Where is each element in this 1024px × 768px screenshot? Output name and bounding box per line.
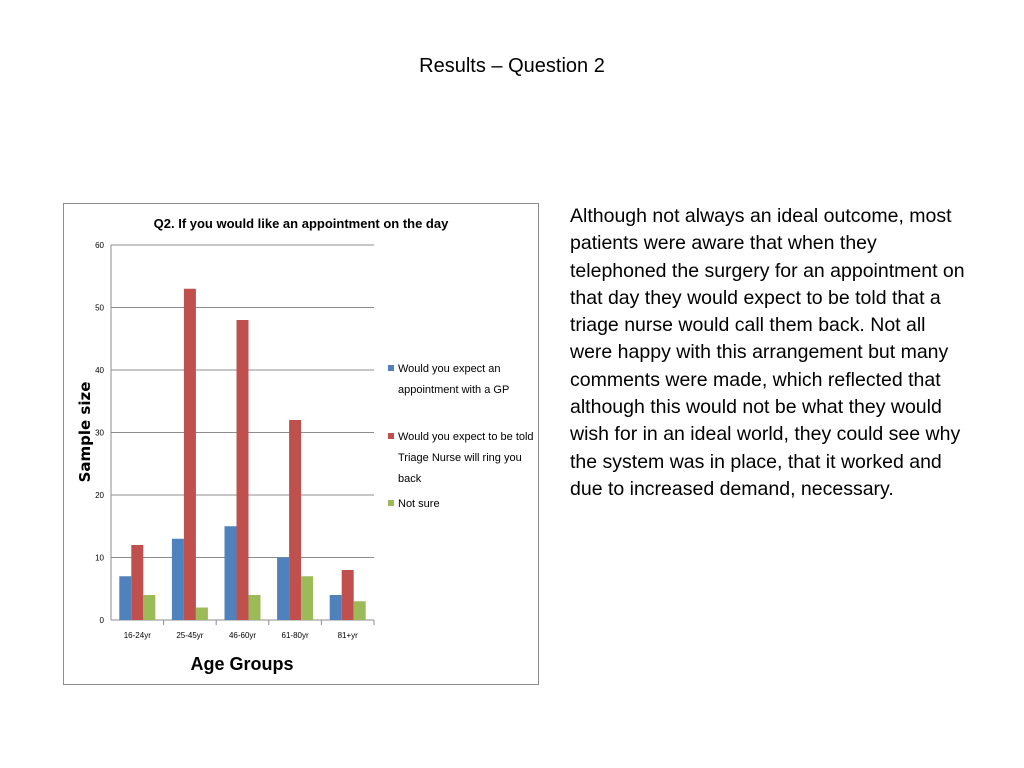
bar xyxy=(301,576,313,620)
legend-label: Would you expect to be told xyxy=(398,431,534,443)
y-tick-label: 40 xyxy=(95,366,104,375)
y-tick-label: 30 xyxy=(95,428,104,438)
legend-label: Triage Nurse will ring you xyxy=(398,452,522,464)
chart-title: Q2. If you would like an appointment on the day xyxy=(153,216,449,231)
bar xyxy=(225,526,237,620)
bar xyxy=(354,601,366,620)
y-tick-label: 20 xyxy=(95,491,104,500)
slide-body-text xyxy=(570,203,970,503)
legend-swatch xyxy=(388,365,394,371)
legend-label: back xyxy=(398,473,422,485)
bars xyxy=(119,289,365,620)
chart-frame xyxy=(63,203,539,685)
y-tick-labels xyxy=(95,241,104,625)
bar xyxy=(184,289,196,620)
legend-label: appointment with a GP xyxy=(398,384,510,396)
y-tick-label: 10 xyxy=(95,553,104,563)
y-tick-label: 50 xyxy=(95,303,104,313)
bar xyxy=(249,595,261,620)
x-tick-label: 81+yr xyxy=(337,631,358,640)
bar xyxy=(330,595,342,620)
x-tick-labels xyxy=(124,620,374,640)
legend-swatch xyxy=(388,433,394,439)
bar xyxy=(277,558,289,621)
x-tick-label: 25-45yr xyxy=(176,631,204,640)
legend-label: Would you expect an xyxy=(398,363,501,375)
y-tick-label: 0 xyxy=(99,616,104,625)
bar xyxy=(119,576,131,620)
x-tick-label: 46-60yr xyxy=(228,631,257,640)
legend-swatch xyxy=(388,500,394,506)
bar-chart xyxy=(64,204,540,686)
bar xyxy=(131,545,143,620)
slide-title: Results – Question 2 xyxy=(419,55,605,77)
legend-label: Not sure xyxy=(398,498,440,510)
x-tick-label: 16-24yr xyxy=(123,631,151,640)
x-axis-label: Age Groups xyxy=(190,654,294,674)
legend xyxy=(388,363,534,510)
bar xyxy=(143,595,155,620)
x-tick-label: 61-80yr xyxy=(281,631,309,640)
bar xyxy=(289,420,301,620)
body-paragraph: Although not always an ideal outcome, most patients were aware that when they telephoned the surgery for an appointment on that day they would expect to be told that a triage nurse would call them back. Not all were happy with this arrangement but many comments were made, which reflected that although this would not be what they would wish for in an ideal world, they could see why the system was in place, that it worked and due to increased demand, necessary. xyxy=(570,205,965,500)
bar xyxy=(237,320,249,620)
bar xyxy=(196,608,208,621)
y-axis-label: Sample size xyxy=(76,381,94,483)
bar xyxy=(342,570,354,620)
y-tick-label: 60 xyxy=(95,241,104,250)
bar xyxy=(172,539,184,620)
